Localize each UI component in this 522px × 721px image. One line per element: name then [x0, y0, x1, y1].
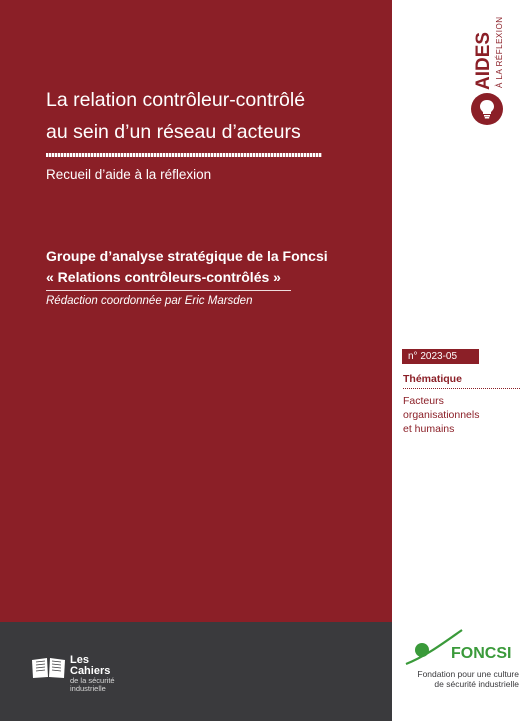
cahiers-logo: [30, 655, 115, 693]
cahiers-word-les: Les: [70, 654, 89, 666]
cahiers-word-cahiers: Cahiers: [70, 665, 111, 677]
theme-value-line-3: et humains: [403, 423, 455, 435]
group-name: Groupe d’analyse stratégique de la Foncsi: [46, 248, 328, 264]
document-subtitle: Recueil d’aide à la réflexion: [46, 167, 212, 182]
foncsi-tagline-line-2: de sécurité industrielle: [434, 679, 519, 689]
foncsi-wordmark: FONCSI: [451, 645, 512, 662]
group-topic: « Relations contrôleurs-contrôlés »: [46, 269, 281, 285]
cahiers-subline-2: industrielle: [70, 684, 106, 693]
title-line-2: au sein d’un réseau d’acteurs: [46, 121, 301, 143]
group-divider: [46, 290, 291, 291]
lightbulb-icon: [471, 93, 503, 125]
issue-number-badge: n° 2023-05: [402, 349, 479, 364]
theme-divider: [403, 388, 520, 389]
title-divider: [46, 153, 322, 157]
open-book-icon: [30, 657, 68, 679]
title-line-1: La relation contrôleur-contrôlé: [46, 89, 306, 111]
theme-value: [403, 394, 503, 436]
foncsi-tagline-line-1: Fondation pour une culture: [417, 669, 519, 679]
theme-value-line-1: Facteurs: [403, 395, 444, 407]
redaction-credit: Rédaction coordonnée par Eric Marsden: [46, 295, 253, 307]
series-label: [467, 8, 507, 92]
theme-value-line-2: organisationnels: [403, 409, 480, 421]
cahiers-subline-1: de la sécurité: [70, 676, 115, 685]
series-name: AIDES: [473, 31, 494, 90]
series-subname: À LA RÉFLEXION: [495, 16, 504, 88]
foncsi-tagline: [411, 669, 519, 689]
document-title: [46, 84, 346, 148]
theme-label: Thématique: [403, 373, 462, 385]
